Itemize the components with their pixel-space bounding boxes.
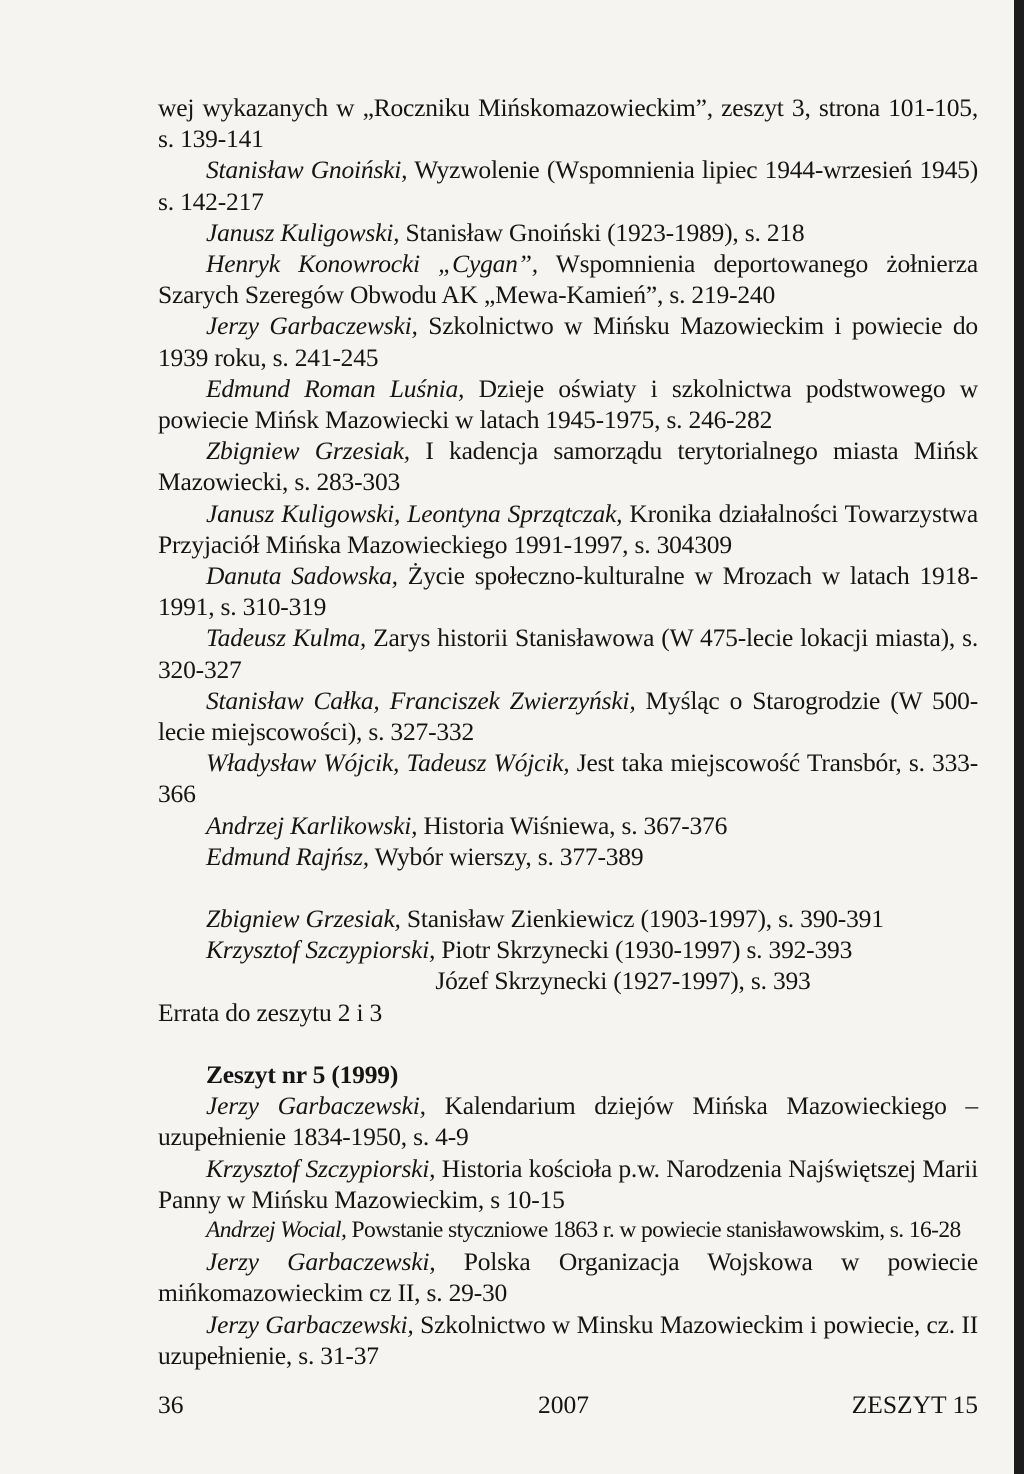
- entry-author: Stanisław Całka, Franciszek Zwierzyński,: [206, 685, 636, 715]
- list-item: [158, 903, 978, 934]
- entry-text: Zarys historii Stanisławowa (W 475-lecie lokacji miasta), s. 320-327: [158, 623, 979, 684]
- list-item: [158, 934, 978, 965]
- errata-line: [158, 997, 978, 1028]
- entry-text: Polska Organizacja Wojskowa w powiecie mińkomazowieckim cz II, s. 29-30: [158, 1247, 978, 1308]
- list-item: [158, 310, 978, 372]
- list-item: [158, 1215, 978, 1246]
- list-item: [158, 373, 978, 435]
- entry-author: Jerzy Garbaczewski,: [206, 1247, 436, 1277]
- entry-text: Wyzwolenie (Wspomnienia lipiec 1944-wrzesień 1945) s. 142-217: [158, 155, 978, 216]
- entry-text: I kadencja samorządu terytorialnego miasta Mińsk Mazowiecki, s. 283-303: [158, 436, 978, 497]
- entry-author: Krzysztof Szczypiorski,: [206, 1153, 436, 1183]
- entry-author: Jerzy Garbaczewski,: [206, 1309, 414, 1339]
- footer-year: 2007: [538, 1390, 589, 1419]
- entry-text: Stanisław Zienkiewicz (1903-1997), s. 390-391: [400, 904, 884, 934]
- entry-author: Władysław Wójcik, Tadeusz Wójcik,: [206, 748, 570, 778]
- blank-line: [158, 872, 978, 903]
- entry-text: Jest taka miejscowość Transbór, s. 333-366: [158, 748, 978, 809]
- entry-text: Wspomnienia deportowanego żołnierza Szarych Szeregów Obwodu AK „Mewa-Kamień”, s. 219-240: [158, 249, 979, 310]
- list-item: [158, 622, 978, 684]
- list-item: [158, 248, 978, 310]
- entry-text: Historia Wiśniewa, s. 367-376: [417, 810, 728, 840]
- entry-text: Powstanie styczniowe 1863 r. w powiecie stanisławowskim, s. 16-28: [346, 1216, 961, 1243]
- entry-text: Kronika działalności Towarzystwa Przyjaciół Mińska Mazowieckiego 1991-1997, s. 304309: [158, 498, 978, 559]
- scan-edge: [1014, 0, 1024, 1474]
- page-number: 36: [158, 1390, 184, 1419]
- list-item: [158, 1090, 978, 1152]
- list-item: [158, 1309, 978, 1371]
- list-item: [158, 810, 978, 841]
- list-item: [158, 841, 978, 872]
- entry-text: Szkolnictwo w Mińsku Mazowieckim i powiecie do 1939 roku, s. 241-245: [158, 311, 978, 372]
- list-item-continuation: [158, 965, 978, 996]
- entry-author: Andrzej Karlikowski,: [206, 810, 418, 840]
- entry-text: wej wykazanych w „Roczniku Mińskomazowieckim”, zeszyt 3, strona 101-105, s. 139-141: [158, 93, 978, 154]
- entry-author: Zbigniew Grzesiak,: [206, 904, 401, 934]
- footer-issue: ZESZYT 15: [851, 1390, 978, 1419]
- list-item: [158, 1246, 978, 1308]
- entry-author: Henryk Konowrocki „Cygan”,: [206, 249, 538, 279]
- list-item: [158, 154, 978, 216]
- entry-author: Edmund Roman Luśnia,: [206, 373, 465, 403]
- entry-text: Piotr Skrzynecki (1930-1997) s. 392-393: [435, 935, 853, 965]
- entry-text: Józef Skrzynecki (1927-1997), s. 393: [435, 966, 811, 996]
- entry-author: Danuta Sadowska,: [206, 561, 398, 591]
- entry-text: Wybór wierszy, s. 377-389: [368, 841, 644, 871]
- entry-text: Dzieje oświaty i szkolnictwa podstwowego w powiecie Mińsk Mazowiecki w latach 1945-1975, s. 246-282: [158, 373, 978, 435]
- list-item: [158, 435, 978, 497]
- entry-text: Errata do zeszytu 2 i 3: [158, 997, 383, 1027]
- entry-author: Janusz Kuligowski,: [206, 217, 400, 247]
- entry-text: Myśląc o Starogrodzie (W 500-lecie miejscowości), s. 327-332: [158, 685, 978, 747]
- list-item: [158, 685, 978, 747]
- list-item: [158, 1153, 978, 1215]
- page-footer: [158, 1390, 978, 1424]
- entry-text: Stanisław Gnoiński (1923-1989), s. 218: [399, 217, 805, 247]
- entry-author: Stanisław Gnoiński,: [206, 155, 408, 185]
- entry-text: Historia kościoła p.w. Narodzenia Najświętszej Marii Panny w Mińsku Mazowieckim, s 10-15: [158, 1153, 978, 1214]
- entry-text: Życie społeczno-kulturalne w Mrozach w latach 1918-1991, s. 310-319: [158, 561, 978, 622]
- list-item: [158, 747, 978, 809]
- entry-author: Jerzy Garbaczewski,: [206, 311, 418, 341]
- entry-text: Szkolnictwo w Minsku Mazowieckim i powiecie, cz. II uzupełnienie, s. 31-37: [158, 1309, 978, 1370]
- bibliography-list: [158, 92, 978, 1371]
- issue-heading: Zeszyt nr 5 (1999): [206, 1059, 399, 1089]
- list-item: [158, 92, 978, 154]
- entry-author: Janusz Kuligowski, Leontyna Sprzątczak,: [206, 498, 623, 528]
- entry-author: Andrzej Wocial,: [206, 1216, 347, 1243]
- entry-author: Krzysztof Szczypiorski,: [206, 935, 436, 965]
- list-item: [158, 560, 978, 622]
- entry-author: Edmund Rajńsz,: [206, 841, 369, 871]
- list-item: [158, 498, 978, 560]
- entry-text: Kalendarium dziejów Mińska Mazowieckiego – uzupełnienie 1834-1950, s. 4-9: [158, 1091, 978, 1152]
- entry-author: Tadeusz Kulma,: [206, 623, 367, 653]
- list-item: [158, 217, 978, 248]
- entry-author: Jerzy Garbaczewski,: [206, 1091, 426, 1121]
- entry-author: Zbigniew Grzesiak,: [206, 436, 410, 466]
